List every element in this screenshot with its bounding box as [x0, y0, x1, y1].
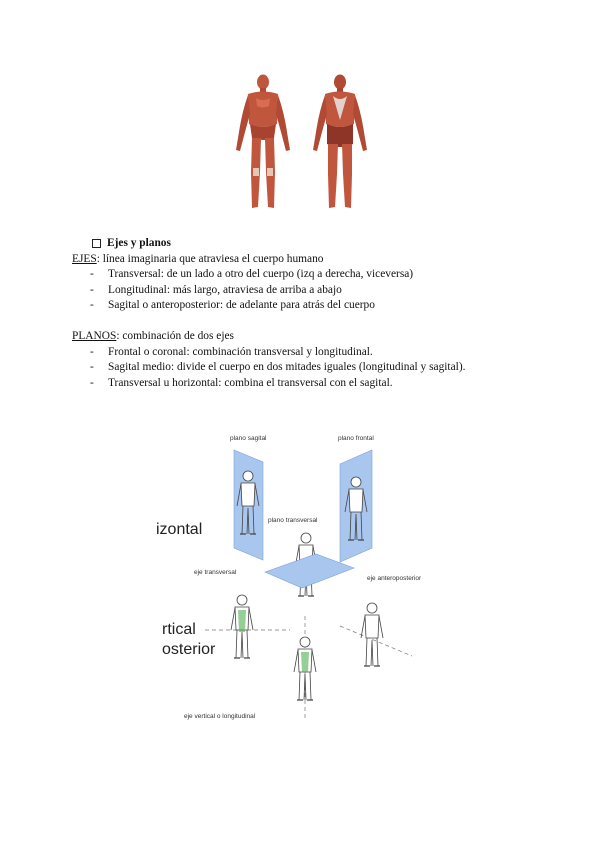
ejes-term: EJES	[72, 252, 97, 265]
list-item: - Sagital o anteroposterior: de adelante para atrás del cuerpo	[90, 298, 542, 314]
planes-axes-diagram	[150, 420, 450, 732]
list-item: - Transversal: de un lado a otro del cuerpo (izq a derecha, viceversa)	[90, 267, 542, 283]
label-fragment-horizontal: izontal	[156, 521, 203, 538]
list-item: - Sagital medio: divide el cuerpo en dos mitades iguales (longitudinal y sagital).	[90, 360, 542, 376]
label-eje-transversal: eje transversal	[194, 569, 237, 576]
label-fragment-vertical: rtical	[162, 621, 196, 638]
body-front-figure	[236, 75, 290, 209]
label-plano-transversal: plano transversal	[268, 517, 318, 524]
section-heading-text: Ejes y planos	[107, 237, 171, 249]
document-body	[72, 236, 542, 391]
label-eje-anteroposterior: eje anteroposterior	[367, 575, 422, 582]
ejes-definition-text: : línea imaginaria que atraviesa el cuerpo humano	[96, 252, 324, 265]
muscle-anatomy-image	[228, 72, 378, 220]
checkbox-icon	[92, 239, 101, 248]
label-plano-frontal: plano frontal	[338, 435, 374, 442]
list-item: - Transversal u horizontal: combina el transversal con el sagital.	[90, 376, 542, 392]
planos-definition-text: : combinación de dos ejes	[116, 329, 234, 342]
ejes-list	[72, 267, 542, 314]
label-plano-sagital: plano sagital	[230, 435, 267, 442]
planos-list	[72, 345, 542, 392]
label-fragment-posterior: osterior	[162, 641, 216, 658]
list-item: - Longitudinal: más largo, atraviesa de arriba a abajo	[90, 283, 542, 299]
planos-definition	[72, 329, 542, 345]
section-heading	[92, 236, 542, 252]
person-figure	[361, 603, 383, 666]
ejes-definition	[72, 252, 542, 268]
label-eje-vertical: eje vertical o longitudinal	[184, 713, 256, 720]
list-item: - Frontal o coronal: combinación transversal y longitudinal.	[90, 345, 542, 361]
planos-term: PLANOS	[72, 329, 117, 342]
body-back-figure	[313, 75, 367, 209]
